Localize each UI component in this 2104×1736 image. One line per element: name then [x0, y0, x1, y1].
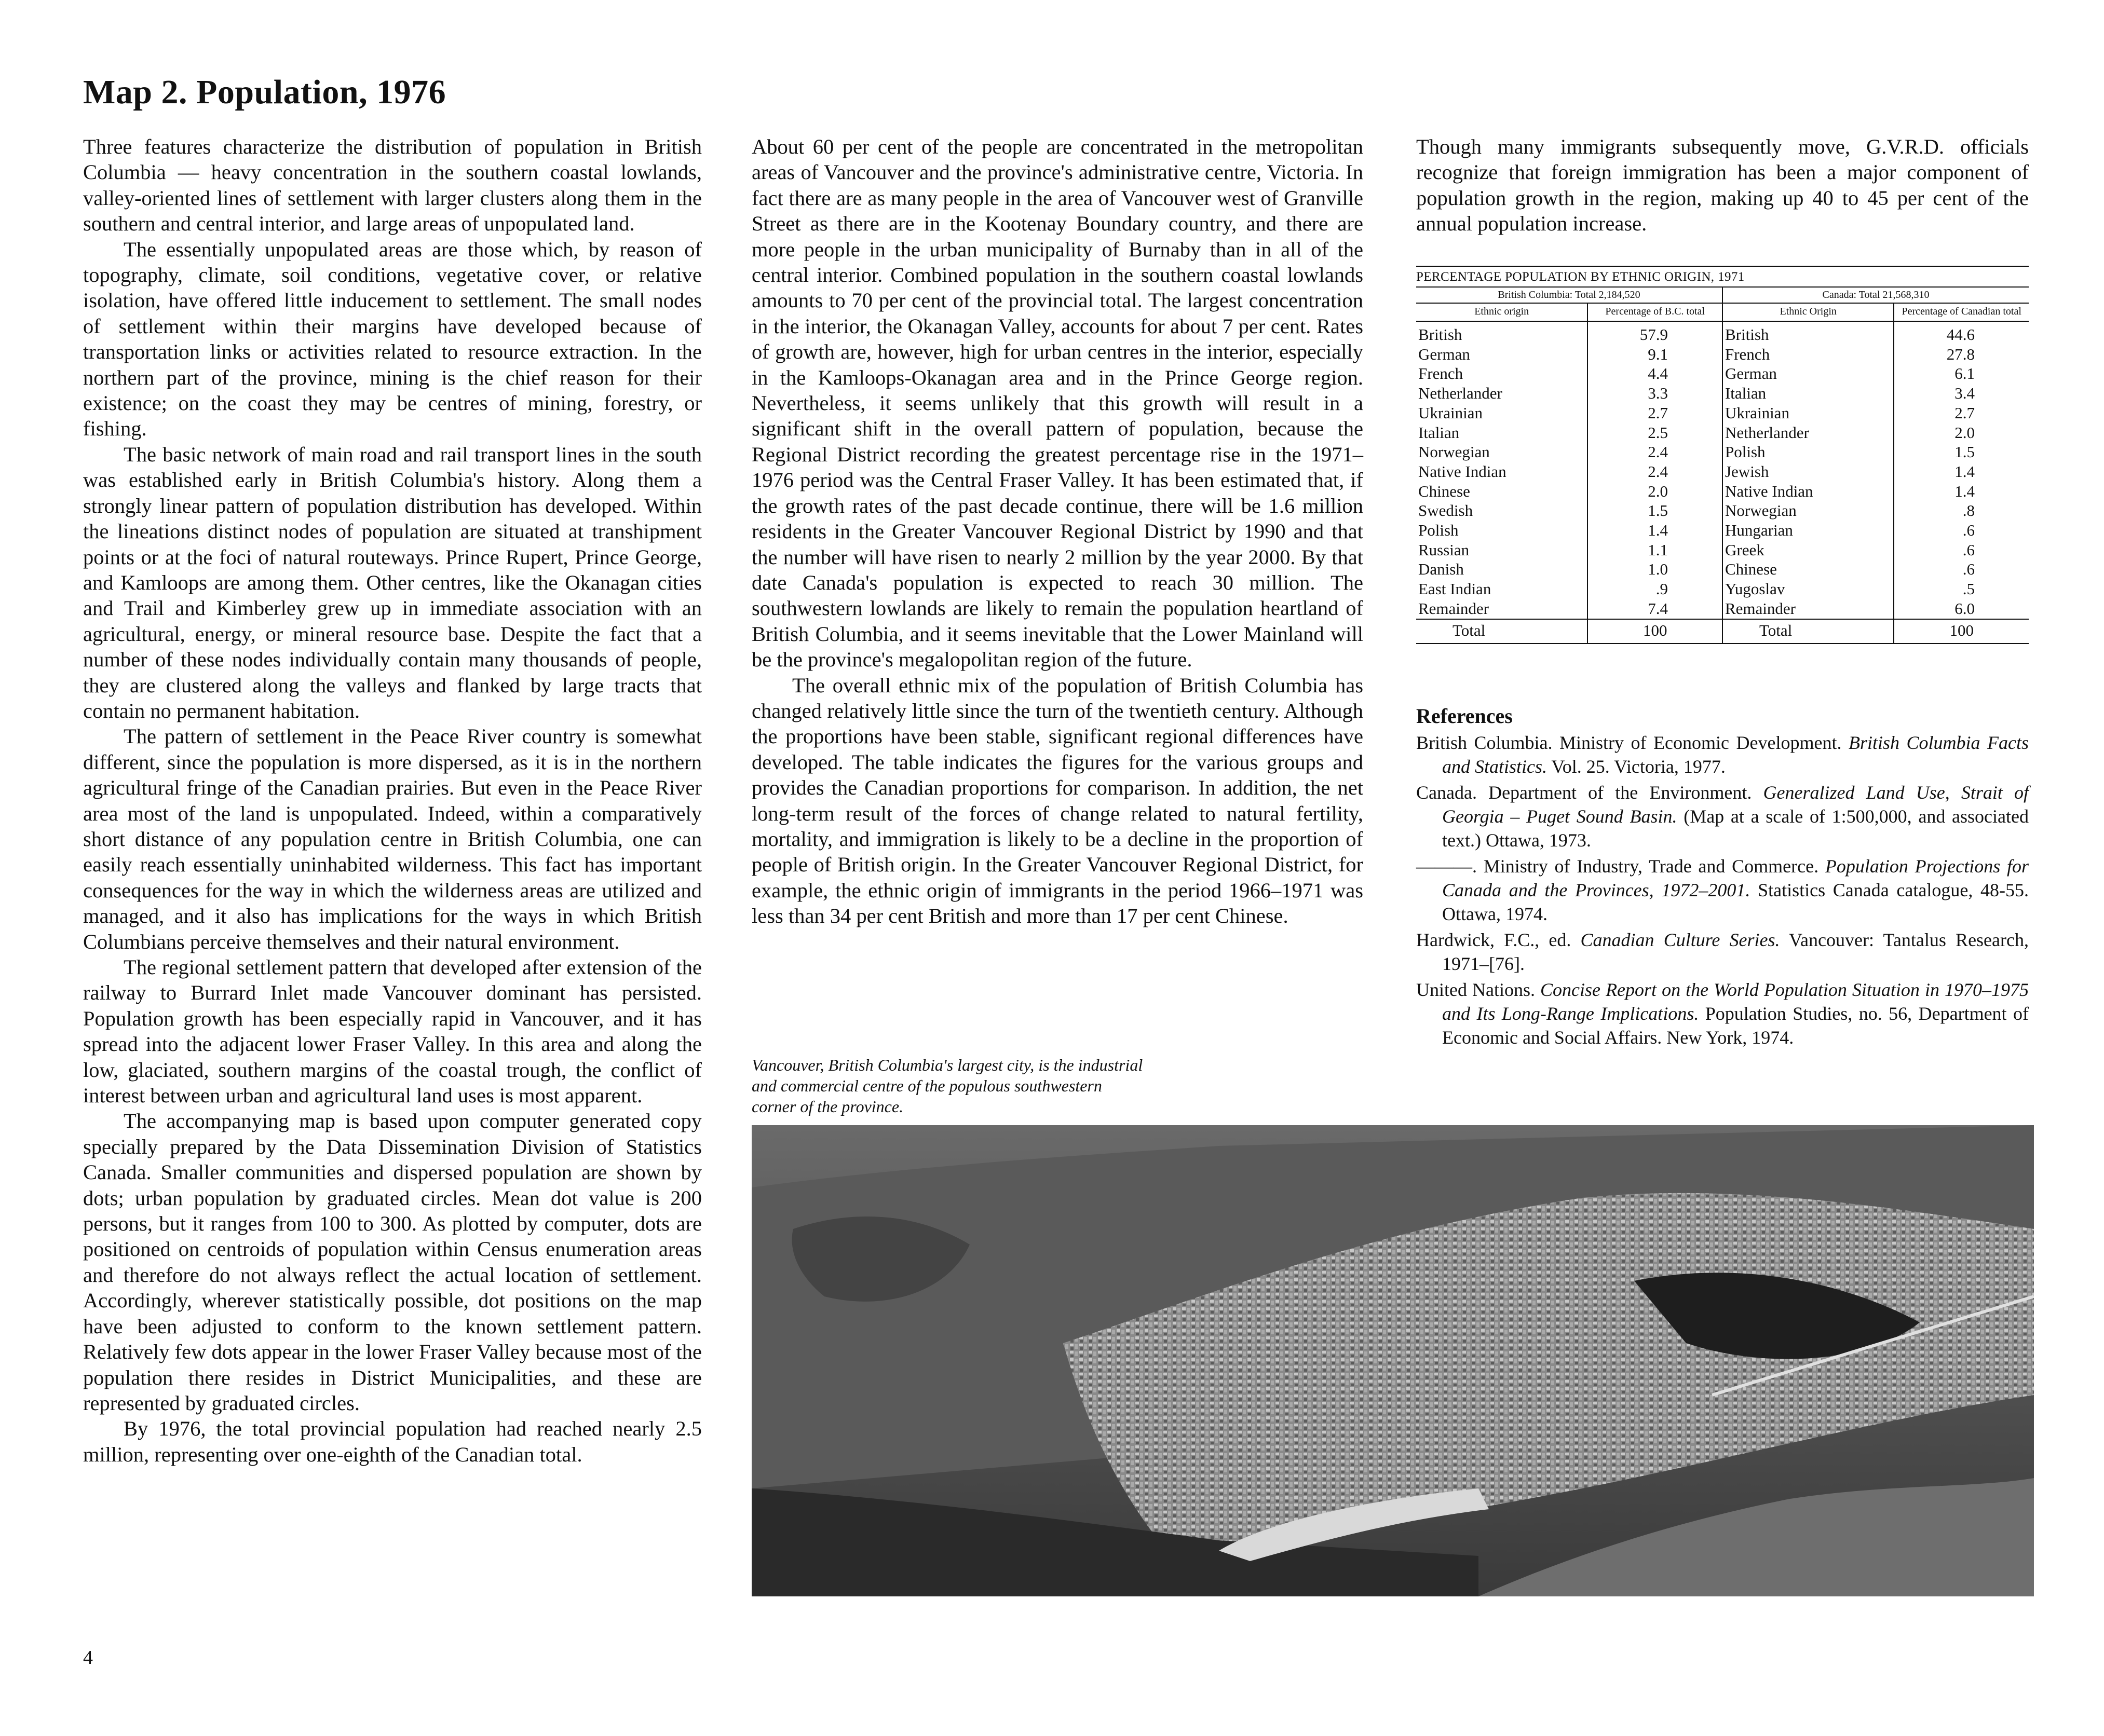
table-row [1416, 579, 2029, 599]
table-row [1416, 442, 2029, 462]
paragraph: The overall ethnic mix of the population of British Columbia has changed relatively little since the turn of the twentieth century. Although the proportions have been stable, significant regional differences have developed. The table indicates the figures for the various groups and provides the Canadian proportions for comparison. In addition, the net long-term result of the forces of change related to natural fertility, mortality, and immigration is likely to be a decline in the proportion of people of British origin. In the Greater Vancouver Regional District, for example, the ethnic origin of immigrants in the period 1966–1971 was less than 34 per cent British and more than 17 per cent Chinese. [752, 673, 1363, 928]
total-value: 100 [1587, 619, 1722, 644]
ethnic-origin-bc: Italian [1416, 423, 1587, 443]
reference-item [1416, 978, 2029, 1049]
reference-title: Population Projections for Canada and the Provinces, 1972–2001. [1442, 856, 2029, 900]
percentage-canada: 6.0 [1954, 599, 1975, 618]
ethnic-origin-bc: Ukrainian [1416, 403, 1587, 423]
reference-author: Hardwick, F.C., ed. [1416, 929, 1581, 950]
ethnic-origin-canada: Netherlander [1722, 423, 1894, 443]
ethnic-origin-bc: Russian [1416, 540, 1587, 560]
table-row [1416, 423, 2029, 443]
percentage-bc: .9 [1587, 579, 1722, 599]
paragraph: Three features characterize the distribution of population in British Columbia — heavy concentration in the southern coastal lowlands, valley-oriented lines of settlement with larger clusters along them in the southern and central interior, and large areas of unpopulated land. [83, 135, 702, 236]
percentage-bc: 2.4 [1587, 442, 1722, 462]
percentage-bc: 1.0 [1587, 559, 1722, 579]
canada-total-header: Canada: Total 21,568,310 [1722, 288, 2029, 303]
column-2 [752, 134, 1363, 929]
paragraph: The essentially unpopulated areas are those which, by reason of topography, climate, soil conditions, vegetative cover, or relative isolation, have offered little inducement to settlement. The small nodes of settlement within their margins have developed because of transportation links or activities related to resource extraction. In the northern part of the province, mining is the chief reason for their existence; on the coast they may be centres of mining, forestry, or fishing. [83, 237, 702, 441]
references-list [1416, 731, 2029, 1051]
table [1416, 288, 2029, 644]
reference-item [1416, 854, 2029, 926]
percentage-bc: 9.1 [1587, 345, 1722, 364]
references-heading: References [1416, 704, 1513, 728]
reference-title: Concise Report on the World Population Situation in 1970–1975 and Its Long-Range Implications. [1442, 979, 2029, 1024]
table-row [1416, 403, 2029, 423]
ethnic-origin-bc: British [1416, 321, 1587, 345]
table-row [1416, 321, 2029, 345]
table-row [1416, 364, 2029, 384]
reference-author: ———. Ministry of Industry, Trade and Commerce. [1416, 856, 1825, 877]
reference-author: British Columbia. Ministry of Economic Development. [1416, 732, 1849, 753]
reference-item [1416, 781, 2029, 852]
paragraph: The pattern of settlement in the Peace River country is somewhat different, since the population is more dispersed, as it is in the northern agricultural fringe of the Canadian prairies. But even in the Peace River area most of the land is unpopulated. Indeed, within a comparatively short distance of any population centre in British Columbia, one can easily reach essentially uninhabited wilderness. This fact has important consequences for the way in which the wilderness areas are utilized and managed, and it also has implications for the ways in which British Columbians perceive themselves and their natural environment. [83, 725, 702, 953]
total-value: 100 [1894, 619, 2029, 644]
paragraph: By 1976, the total provincial population had reached nearly 2.5 million, representing over one-eighth of the Canadian total. [83, 1417, 702, 1466]
total-label: Total [1416, 619, 1587, 644]
ethnic-origin-bc: French [1416, 364, 1587, 384]
ethnic-origin-canada: Chinese [1722, 559, 1894, 579]
table-row [1416, 482, 2029, 501]
reference-title: Canadian Culture Series. [1580, 929, 1780, 950]
reference-details: Vancouver: Tantalus Research, 1971–[76]. [1442, 929, 2029, 974]
percentage-canada: .6 [1962, 521, 1975, 540]
ethnic-origin-bc: Polish [1416, 521, 1587, 540]
paragraph: The basic network of main road and rail transport lines in the south was established early in British Columbia's history. Along them a strongly linear pattern of population distribution has developed. Within the lineations distinct nodes of population are situated at transhipment points or at the foci of natural routeways. Prince Rupert, Prince George, and Kamloops are among them. Other centres, like the Okanagan cities and Trail and Kimberley grew up in immediate association with an agricultural, energy, or mineral resource base. Despite the fact that a number of these nodes individually contain many thousands of people, they are clustered along the valleys and flanked by large tracts that contain no permanent habitation. [83, 442, 702, 722]
ethnic-origin-bc: German [1416, 345, 1587, 364]
percentage-bc: 3.3 [1587, 384, 1722, 403]
ethnic-origin-canada: Remainder [1722, 599, 1894, 619]
percentage-canada: 1.4 [1954, 462, 1975, 481]
ethnic-origin-canada: Ukrainian [1722, 403, 1894, 423]
ethnic-origin-canada: British [1722, 321, 1894, 345]
ethnic-origin-canada: Greek [1722, 540, 1894, 560]
ethnic-origin-canada: French [1722, 345, 1894, 364]
reference-item [1416, 731, 2029, 778]
table-row [1416, 345, 2029, 364]
reference-details: Population Studies, no. 56, Department of Economic and Social Affairs. New York, 1974. [1442, 1003, 2029, 1048]
percentage-bc: 2.4 [1587, 462, 1722, 482]
table-row [1416, 462, 2029, 482]
reference-item [1416, 928, 2029, 976]
photo-placeholder-graphic [752, 1125, 2034, 1596]
percentage-canada: 1.5 [1954, 443, 1975, 461]
bc-total-header: British Columbia: Total 2,184,520 [1416, 288, 1722, 303]
paragraph: The accompanying map is based upon computer generated copy specially prepared by the Data Dissemination Division of Statistics Canada. Smaller communities and dispersed population are shown by dots; urban population by graduated circles. Mean dot value is 200 persons, but it ranges from 100 to 300. As plotted by computer, dots are positioned on centroids of population within Census enumeration areas and therefore do not always reflect the actual location of settlement. Accordingly, wherever statistically possible, dot positions on the map have been adjusted to conform to the known settlement pattern. Relatively few dots appear in the lower Fraser Valley because most of the population there resides in District Municipalities, and these are represented by graduated circles. [83, 1109, 702, 1415]
paragraph: The regional settlement pattern that developed after extension of the railway to Burrard Inlet made Vancouver dominant has persisted. Population growth has been especially rapid in Vancouver, and it has spread into the adjacent lower Fraser Valley. In this area and along the low, glaciated, southern margins of the coastal trough, the conflict of interest between urban and agricultural land uses is most apparent. [83, 955, 702, 1108]
column-header: Ethnic origin [1416, 303, 1587, 321]
percentage-bc: 1.5 [1587, 501, 1722, 521]
percentage-bc: 2.7 [1587, 403, 1722, 423]
percentage-bc: 1.1 [1587, 540, 1722, 560]
paragraph: Though many immigrants subsequently move, G.V.R.D. officials recognize that foreign immigration has been a major component of population growth in the region, making up 40 to 45 per cent of the annual population increase. [1416, 135, 2029, 236]
percentage-bc: 4.4 [1587, 364, 1722, 384]
percentage-canada: 2.7 [1954, 403, 1975, 422]
column-3 [1416, 134, 2029, 237]
percentage-canada: 27.8 [1946, 345, 1975, 363]
percentage-bc: 7.4 [1587, 599, 1722, 619]
reference-details: (Map at a scale of 1:500,000, and associated text.) Ottawa, 1973. [1442, 806, 2029, 851]
column-header: Percentage of Canadian total [1894, 303, 2029, 321]
reference-details: Statistics Canada catalogue, 48-55. Ottawa, 1974. [1442, 880, 2029, 924]
table-row [1416, 540, 2029, 560]
percentage-canada: 3.4 [1954, 384, 1975, 403]
ethnic-origin-canada: German [1722, 364, 1894, 384]
aerial-photo-vancouver [752, 1125, 2034, 1596]
total-label: Total [1722, 619, 1894, 644]
ethnic-origin-bc: Native Indian [1416, 462, 1587, 482]
ethnic-origin-canada: Yugoslav [1722, 579, 1894, 599]
reference-author: United Nations. [1416, 979, 1541, 1000]
ethnic-origin-canada: Norwegian [1722, 501, 1894, 521]
percentage-canada: .6 [1962, 560, 1975, 579]
ethnic-origin-bc: East Indian [1416, 579, 1587, 599]
column-header: Ethnic Origin [1722, 303, 1894, 321]
page-title: Map 2. Population, 1976 [83, 73, 446, 111]
ethnic-origin-canada: Polish [1722, 442, 1894, 462]
ethnic-origin-canada: Italian [1722, 384, 1894, 403]
percentage-canada: 2.0 [1954, 423, 1975, 442]
page-number: 4 [83, 1647, 93, 1669]
percentage-canada: .5 [1962, 580, 1975, 598]
table-row [1416, 559, 2029, 579]
ethnic-origin-bc: Netherlander [1416, 384, 1587, 403]
ethnic-origin-canada: Native Indian [1722, 482, 1894, 501]
percentage-bc: 57.9 [1587, 321, 1722, 345]
ethnic-origin-bc: Norwegian [1416, 442, 1587, 462]
percentage-bc: 2.0 [1587, 482, 1722, 501]
percentage-canada: .6 [1962, 540, 1975, 559]
percentage-bc: 1.4 [1587, 521, 1722, 540]
table-body [1416, 321, 2029, 644]
column-header: Percentage of B.C. total [1587, 303, 1722, 321]
table-row [1416, 521, 2029, 540]
photo-caption: Vancouver, British Columbia's largest city, is the industrial and commercial centre of the populous southwestern corner of the province. [752, 1056, 1143, 1116]
ethnic-origin-bc: Remainder [1416, 599, 1587, 619]
paragraph: About 60 per cent of the people are concentrated in the metropolitan areas of Vancouver and the province's administrative centre, Victoria. In fact there are as many people in the area of Vancouver west of Granville Street as there are in the Kootenay Boundary country, and there are more people in the urban municipality of Burnaby than in all of the central interior. Combined population in the southern coastal lowlands amounts to 70 per cent of the provincial total. The largest concentration in the interior, the Okanagan Valley, accounts for about 7 per cent. Rates of growth are, however, high for urban centres in the interior, especially in the Kamloops-Okanagan area and in the Prince George region. Nevertheless, it seems unlikely that this growth will result in a significant shift in the overall pattern of population, because the Regional District recording the greatest percentage rise in the 1971–1976 period was the Central Fraser Valley. It has been estimated that, if the growth rates of the past decade continue, there will be 1.6 million residents in the Greater Vancouver Regional District by 1990 and that the number will have risen to nearly 2 million by the year 2000. By that date Canada's population is expected to reach 30 million. The southwestern lowlands are likely to remain the population heartland of British Columbia, and it seems inevitable that the Lower Mainland will be the province's megalopolitan region of the future. [752, 135, 1363, 672]
percentage-canada: .8 [1962, 501, 1975, 520]
percentage-canada: 6.1 [1954, 364, 1975, 383]
percentage-canada: 1.4 [1954, 482, 1975, 500]
ethnic-origin-canada: Hungarian [1722, 521, 1894, 540]
table-row [1416, 501, 2029, 521]
table-title: PERCENTAGE POPULATION BY ETHNIC ORIGIN, 1971 [1416, 266, 2029, 288]
table-row [1416, 599, 2029, 619]
column-1 [83, 134, 702, 1467]
ethnic-origin-bc: Swedish [1416, 501, 1587, 521]
ethnic-origin-bc: Chinese [1416, 482, 1587, 501]
reference-title: British Columbia Facts and Statistics. [1442, 732, 2029, 777]
table-row [1416, 384, 2029, 403]
ethnic-origin-canada: Jewish [1722, 462, 1894, 482]
reference-title: Generalized Land Use, Strait of Georgia – Puget Sound Basin. [1442, 782, 2029, 827]
table-total-row [1416, 619, 2029, 644]
percentage-bc: 2.5 [1587, 423, 1722, 443]
ethnic-origin-bc: Danish [1416, 559, 1587, 579]
reference-details: Vol. 25. Victoria, 1977. [1547, 756, 1726, 777]
reference-author: Canada. Department of the Environment. [1416, 782, 1763, 803]
percentage-canada: 44.6 [1946, 325, 1975, 344]
ethnic-origin-table [1416, 266, 2029, 644]
